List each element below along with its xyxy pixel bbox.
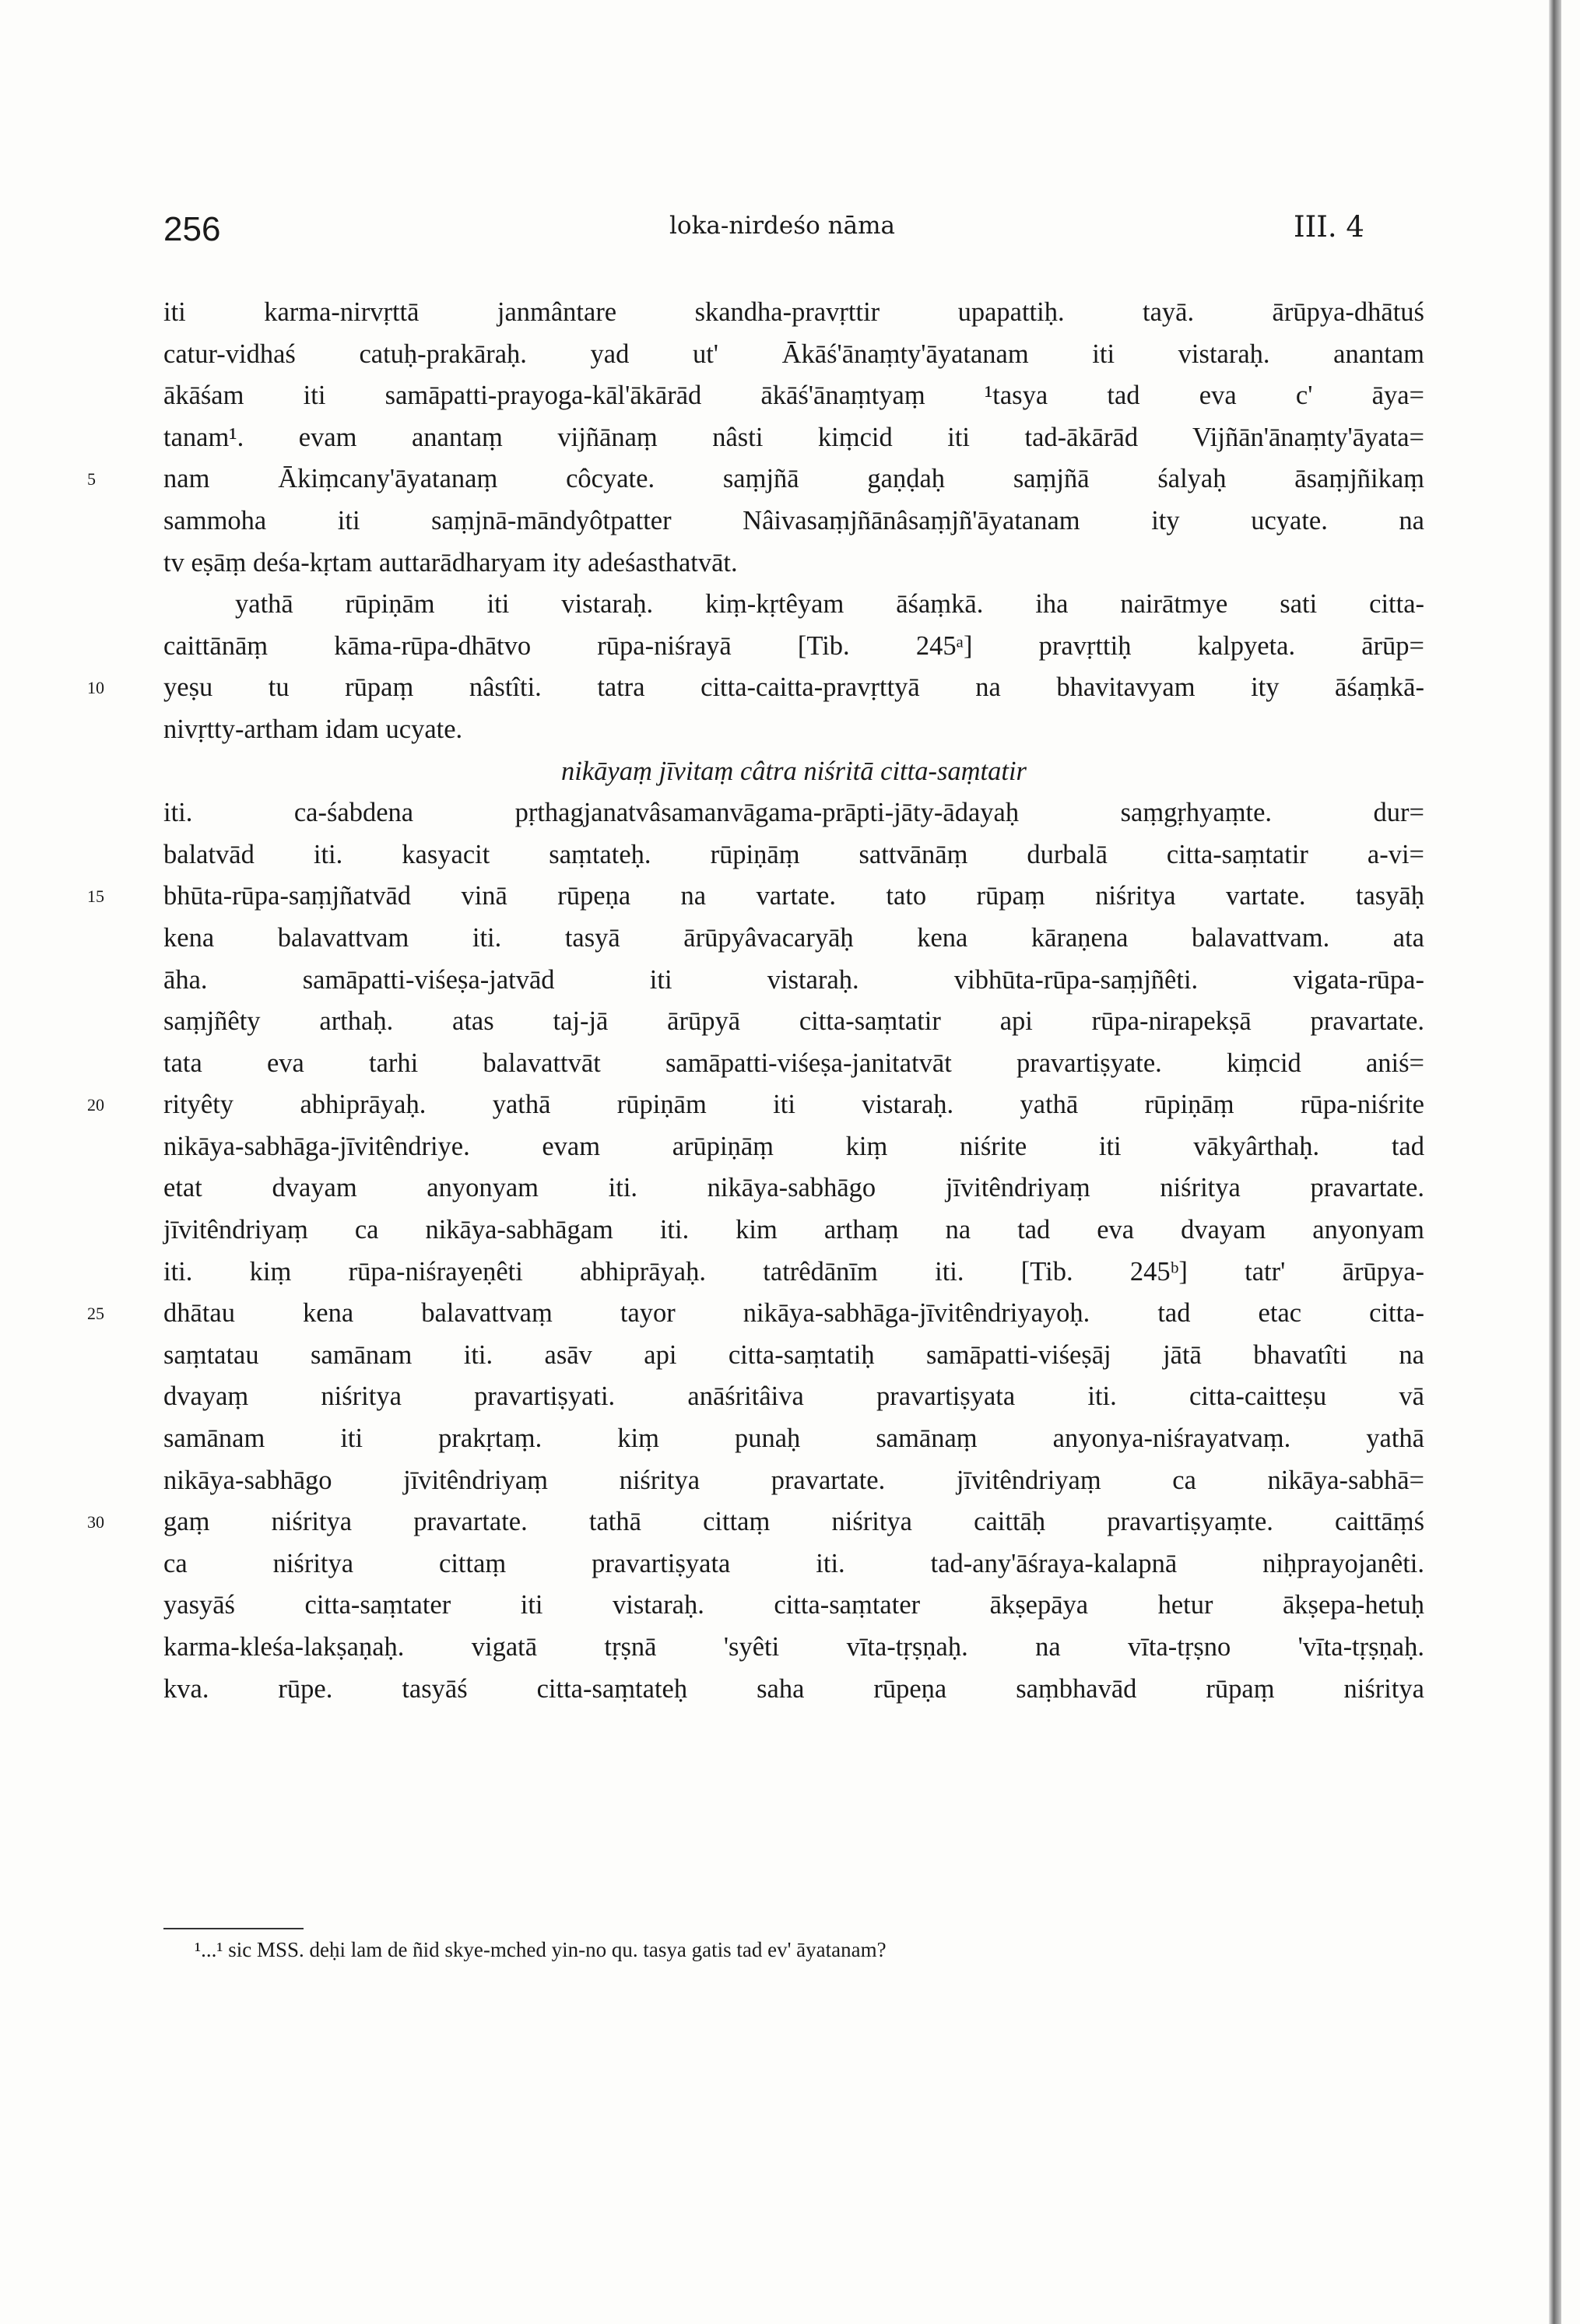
text-line: yasyāś citta-saṃtater iti vistaraḥ. citta-saṃtater ākṣepāya hetur ākṣepa-hetuḥ — [163, 1590, 1424, 1620]
text-line: iti. ca-śabdena pṛthagjanatvâsamanvāgama-prāpti-jāty-ādayaḥ saṃgṛhyaṃte. dur= — [163, 798, 1424, 828]
line-number: 5 — [87, 469, 96, 490]
text-line: āha. samāpatti-viśeṣa-jatvād iti vistaraḥ. vibhūta-rūpa-saṃjñêti. vigata-rūpa- — [163, 964, 1424, 995]
text-line: saṃtatau samānam iti. asāv api citta-saṃtatiḥ samāpatti-viśeṣāj jātā bhavatîti na — [163, 1339, 1424, 1370]
text-line: karma-kleśa-lakṣaṇaḥ. vigatā tṛṣnā 'syêti vīta-tṛṣṇaḥ. na vīta-tṛṣno 'vīta-tṛṣṇaḥ. — [163, 1632, 1424, 1662]
text-line: ākāśam iti samāpatti-prayoga-kāl'ākārād ākāś'ānaṃtyaṃ ¹tasya tad eva c' āya= — [163, 381, 1424, 411]
line-number: 10 — [87, 678, 104, 698]
text-line: tv eṣāṃ deśa-kṛtam auttarādharyam ity adeśasthatvāt. — [163, 547, 738, 577]
line-number: 15 — [87, 886, 104, 907]
text-line: tata eva tarhi balavattvāt samāpatti-viśeṣa-janitatvāt pravartiṣyate. kiṃcid aniś= — [163, 1048, 1424, 1078]
text-line: sammoha iti saṃjnā-māndyôtpatter Nâivasaṃjñānâsaṃjñ'āyatanam ity ucyate. na — [163, 505, 1424, 535]
text-line: 25 dhātau kena balavattvaṃ tayor nikāya-sabhāga-jīvitêndriyayoḥ. tad etac citta- — [163, 1293, 1424, 1335]
section-reference: III. 4 — [1294, 210, 1364, 244]
footnote: ¹...¹ sic MSS. deḥi lam de ñid skye-mched yin-no qu. tasya gatis tad ev' āyatanam? — [195, 1938, 887, 1961]
text-line: yathā rūpiṇām iti vistaraḥ. kiṃ-kṛtêyam āśaṃkā. iha nairātmye sati citta- — [235, 589, 1424, 620]
scan-edge — [1549, 0, 1561, 2324]
text-line: nikāya-sabhāgo jīvitêndriyaṃ niśritya pravartate. jīvitêndriyaṃ ca nikāya-sabhā= — [163, 1465, 1424, 1495]
text-line: samānam iti prakṛtaṃ. kiṃ punaḥ samānaṃ anyonya-niśrayatvaṃ. yathā — [163, 1424, 1424, 1454]
text-line: 5 nam Ākiṃcany'āyatanaṃ côcyate. saṃjñā gaṇḍaḥ saṃjñā śalyaḥ āsaṃjñikaṃ — [163, 458, 1424, 500]
text-line: nikāya-sabhāga-jīvitêndriye. evam arūpiṇāṃ kiṃ niśrite iti vākyârthaḥ. tad — [163, 1131, 1424, 1161]
line-number: 30 — [87, 1512, 104, 1532]
running-title: loka-nirdeśo nāma — [669, 212, 895, 240]
text-line: saṃjñêty arthaḥ. atas taj-jā ārūpyā citta-saṃtatir api rūpa-nirapekṣā pravartate. — [163, 1006, 1424, 1037]
text-line: 20 rityêty abhiprāyaḥ. yathā rūpiṇām iti vistaraḥ. yathā rūpiṇāṃ rūpa-niśrite — [163, 1084, 1424, 1126]
text-line: kva. rūpe. tasyāś citta-saṃtateḥ saha rūpeṇa saṃbhavād rūpaṃ niśritya — [163, 1673, 1424, 1704]
text-line: iti. kiṃ rūpa-niśrayeṇêti abhiprāyaḥ. tatrêdānīm iti. [Tib. 245ᵇ] tatr' ārūpya- — [163, 1256, 1424, 1287]
text-line: catur-vidhaś catuḥ-prakāraḥ. yad ut' Ākāś'ānaṃty'āyatanam iti vistaraḥ. anantam — [163, 339, 1424, 369]
footnote-rule — [163, 1928, 304, 1929]
line-number: 25 — [87, 1304, 104, 1324]
text-line: 30 gaṃ niśritya pravartate. tathā cittaṃ niśritya caittāḥ pravartiṣyaṃte. caittāṃś — [163, 1501, 1424, 1543]
page-number: 256 — [163, 210, 221, 248]
text-line: balatvād iti. kasyacit saṃtateḥ. rūpiṇāṃ sattvānāṃ durbalā citta-saṃtatir a-vi= — [163, 839, 1424, 869]
text-line: kena balavattvam iti. tasyā ārūpyâvacaryāḥ kena kāraṇena balavattvam. ata — [163, 922, 1424, 953]
text-line: caittānāṃ kāma-rūpa-dhātvo rūpa-niśrayā [Tib. 245ᵃ] pravṛttiḥ kalpyeta. ārūp= — [163, 630, 1424, 661]
text-line: dvayaṃ niśritya pravartiṣyati. anāśritâiva pravartiṣyata iti. citta-caitteṣu vā — [163, 1381, 1424, 1412]
text-line: etat dvayam anyonyam iti. nikāya-sabhāgo jīvitêndriyaṃ niśritya pravartate. — [163, 1173, 1424, 1203]
text-line: jīvitêndriyaṃ ca nikāya-sabhāgam iti. kim arthaṃ na tad eva dvayam anyonyam — [163, 1215, 1424, 1245]
text-line: 10 yeṣu tu rūpaṃ nâstîti. tatra citta-caitta-pravṛttyā na bhavitavyam ity āśaṃkā- — [163, 667, 1424, 709]
verse-line: nikāyaṃ jīvitaṃ câtra niśritā citta-saṃtatir — [561, 756, 1027, 786]
text-line: nivṛtty-artham idam ucyate. — [163, 714, 463, 744]
text-line: tanam¹. evam anantaṃ vijñānaṃ nâsti kiṃcid iti tad-ākārād Vijñān'ānaṃty'āyata= — [163, 422, 1424, 452]
text-line: iti karma-nirvṛttā janmântare skandha-pravṛttir upapattiḥ. tayā. ārūpya-dhātuś — [163, 297, 1424, 327]
body-text — [87, 292, 1424, 1710]
text-line: ca niśritya cittaṃ pravartiṣyata iti. tad-any'āśraya-kalapnā niḥprayojanêti. — [163, 1548, 1424, 1578]
line-number: 20 — [87, 1095, 104, 1115]
text-line: 15 bhūta-rūpa-saṃjñatvād vinā rūpeṇa na vartate. tato rūpaṃ niśritya vartate. tasyāḥ — [163, 876, 1424, 918]
